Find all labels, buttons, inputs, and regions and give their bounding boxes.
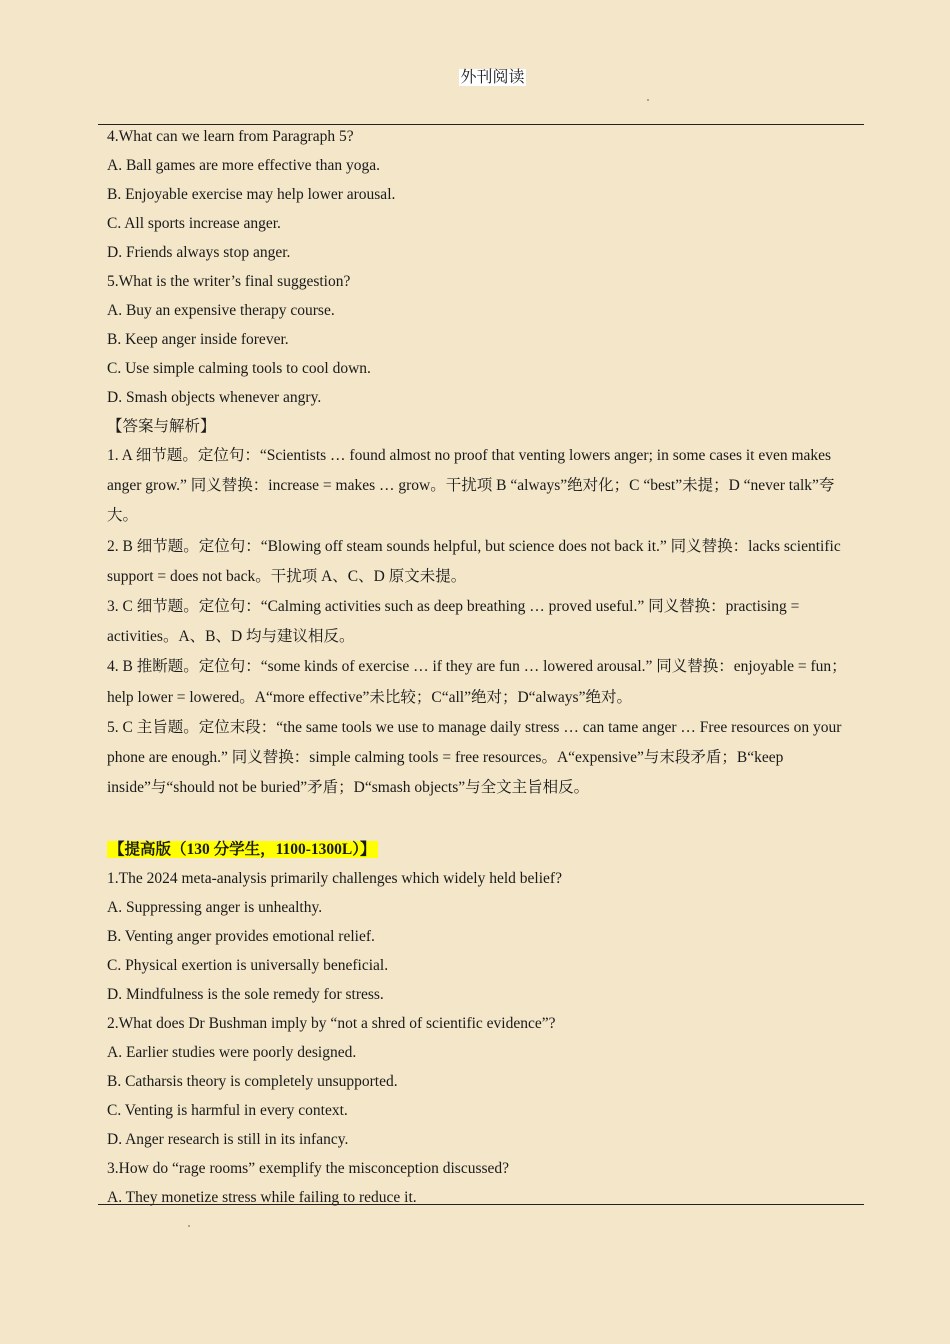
question-stem: 3.How do “rage rooms” exemplify the misconception discussed? [107,1160,510,1178]
question-option: C. Venting is harmful in every context. [107,1102,348,1120]
header-title-text: 外刊阅读 [460,69,525,86]
question-option: C. Use simple calming tools to cool down. [107,360,371,377]
question-option: B. Catharsis theory is completely unsupported. [107,1073,398,1091]
question-option: A. Suppressing anger is unhealthy. [107,899,323,917]
page-header-title [0,68,950,88]
advanced-heading-text: 【提高版（130 分学生，1100-1300L）】 [109,841,376,859]
question-option: B. Enjoyable exercise may help lower arousal. [107,186,396,203]
question-option: D. Friends always stop anger. [107,244,291,261]
question-option: B. Keep anger inside forever. [107,331,289,348]
question-stem: 1.The 2024 meta-analysis primarily challenges which widely held belief? [107,870,562,888]
answer-explanation: 3. C 细节题。定位句：“Calming activities such as deep breathing … proved useful.” 同义替换：practising = activities。A、B、D 均与建议相反。 [107,598,800,646]
advanced-section-heading [107,835,859,864]
question-stem: 2.What does Dr Bushman imply by “not a shred of scientific evidence”? [107,1015,556,1033]
question-option: A. Earlier studies were poorly designed. [107,1044,357,1062]
footer-rule [98,1204,864,1205]
question-stem: 4.What can we learn from Paragraph 5? [107,128,354,145]
question-option: D. Mindfulness is the sole remedy for stress. [107,986,384,1004]
answer-explanation: 1. A 细节题。定位句：“Scientists … found almost no proof that venting lowers anger; in some cases it even makes anger grow.” 同义替换：increase = makes … grow。干扰项 B “always”绝对化；C “best”未提；D “never talk”夸大。 [107,447,835,525]
question-option: A. Buy an expensive therapy course. [107,302,335,319]
answers-heading: 【答案与解析】 [107,418,216,435]
header-dot [647,99,649,101]
answer-explanation: 4. B 推断题。定位句：“some kinds of exercise … if they are fun … lowered arousal.” 同义替换：enjoyable = fun；help lower = lowered。A“more effective”未比较；C“all”绝对；D“always”绝对。 [107,658,847,706]
answer-explanation: 5. C 主旨题。定位末段：“the same tools we use to manage daily stress … can tame anger … Free resources on your phone are enough.” 同义替换：simple calming tools = free resources。A“expensive”与末段矛盾；B“keep inside”与“should not be buried”矛盾；D“smash objects”与全文主旨相反。 [107,718,842,797]
question-stem: 5.What is the writer’s final suggestion? [107,273,351,290]
question-option: D. Smash objects whenever angry. [107,389,322,406]
question-option: A. They monetize stress while failing to reduce it. [107,1189,417,1207]
document-body [107,122,859,1212]
question-option: C. All sports increase anger. [107,215,281,232]
footer-dot [188,1225,190,1227]
question-option: B. Venting anger provides emotional relief. [107,928,375,946]
question-option: C. Physical exertion is universally beneficial. [107,957,389,975]
question-option: D. Anger research is still in its infancy. [107,1131,349,1149]
question-option: A. Ball games are more effective than yoga. [107,157,381,174]
answer-explanation: 2. B 细节题。定位句：“Blowing off steam sounds helpful, but science does not back it.” 同义替换：lacks scientific support = does not back。干扰项 A、C、D 原文未提。 [107,537,841,585]
